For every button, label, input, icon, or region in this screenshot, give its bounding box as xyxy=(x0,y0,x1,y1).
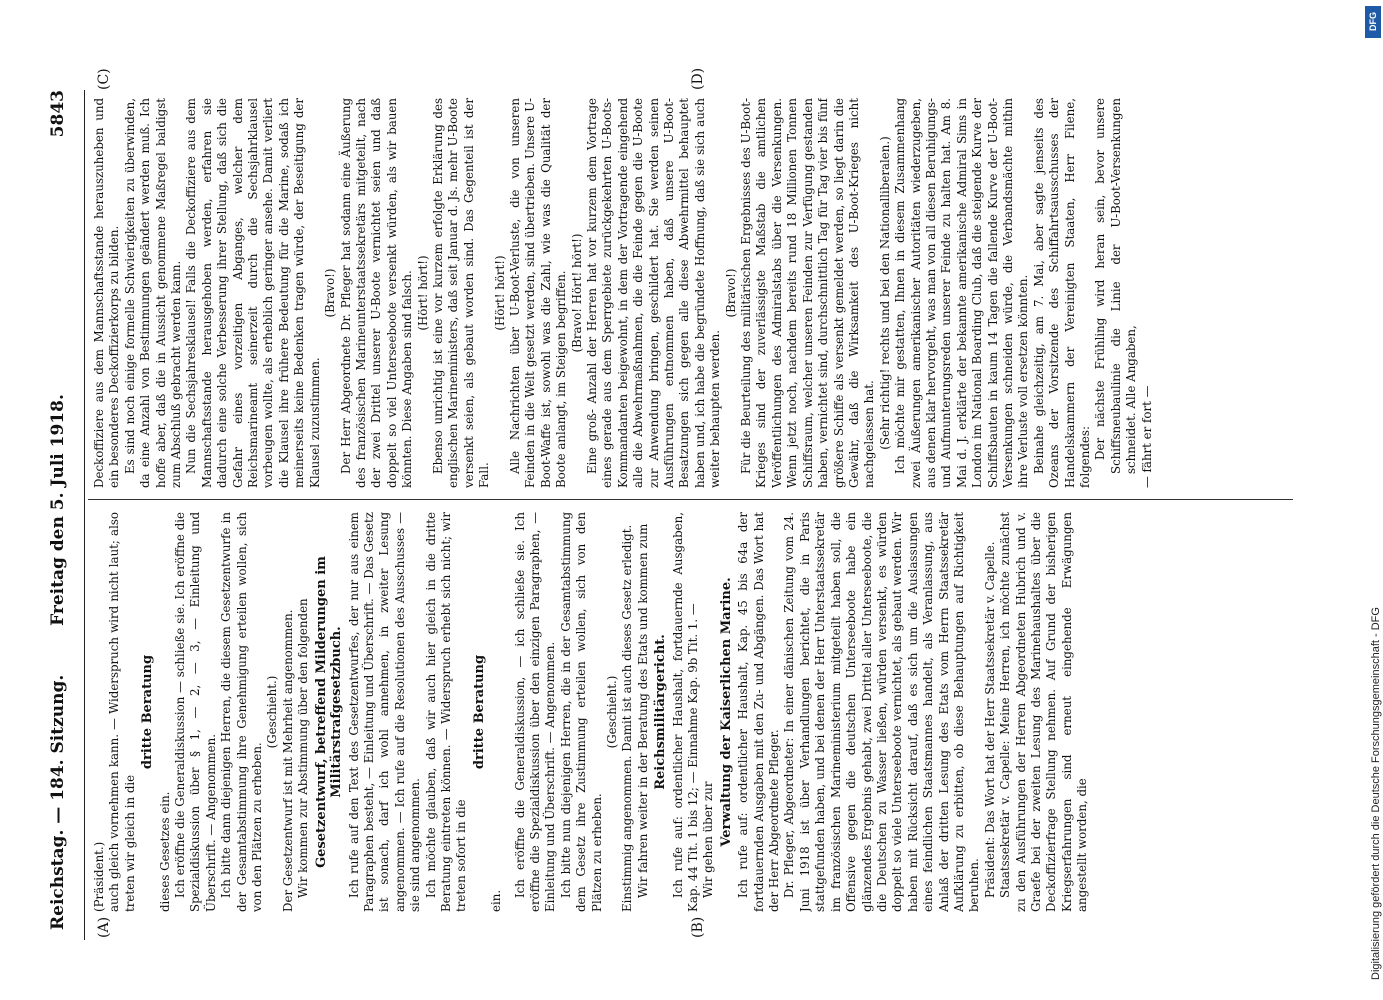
paragraph: Ich möchte mir gestatten, Ihnen in diesem Zusammenhang zwei Äußerungen amerikanischer Autoritäten wiederzugeben, aus denen klar hervorgeht, was man von all diesen Beruhigungs- und Aufmunterungsreden unserer Feinde zu halten hat. Am 8. Mai d. J. erklärte der bekannte amerikanische Admiral Sims in London im National Boarding Club, daß die steigende Kurve der Schiffsbauten in kaum 14 Tagen die fallende Kurve der U-Boot-Versenkungen schneiden würde, die Verbandsmächte mithin ihre Verluste voll ersetzen könnten. xyxy=(893,98,1031,488)
paragraph: Alle Nachrichten über U-Boot-Verluste, die von unseren Feinden in die Welt gesetzt werden, sind übertrieben. Unsere U-Boot-Waffe ist, sowohl was die Zahl, wie was die Qualität der Boote anlangt, im Steigen begriffen. xyxy=(507,98,569,488)
paragraph: Wir fahren weiter in der Beratung des Etats und kommen zum xyxy=(635,523,650,898)
remark: (Bravo!) xyxy=(323,268,338,318)
column-divider xyxy=(88,499,1293,500)
quote: Der nächste Frühling wird heran sein, bevor unsere Schiffsneubaulinie die Linie der U-Boot-Versenkungen schneidet. Alle Angaben, xyxy=(1093,98,1139,474)
paragraph: Wir gehen über zur xyxy=(701,781,716,898)
paragraph: Ebenso unrichtig ist eine vor kurzem erfolgte Erklärung des englischen Marineministers, daß seit Januar d. Js. mehr U-Boote versenkt seien, als gebaut worden sind. Das Gegenteil ist der Fall. xyxy=(430,98,492,488)
remark: (Geschieht.) xyxy=(265,675,280,749)
header-left: Reichstag. — 184. Sitzung. xyxy=(48,674,68,930)
paragraph: Nun die Sechsjahresklausel! Falls die Deckoffiziere aus dem Mannschaftsstande herausgehoben werden, erfahren sie dadurch eine solche Verbesserung ihrer Stellung, daß sich die Gefahr eines vorzeitigen Abganges, welcher dem Reichsmarineamt seinerzeit durch die Sechsjahrklausel vorbeugen wollte, als erheblich geringer ansehe. Damit verliert die Klausel ihre frühere Bedeutung für die Marine, sodaß ich meinerseits keine Bedenken tragen würde, der Beseitigung der Klausel zuzustimmen. xyxy=(184,98,322,488)
paragraph: Präsident: Das Wort hat der Herr Staatssekretär v. Capelle. xyxy=(982,541,997,898)
remark: (Hört! hört!) xyxy=(492,255,507,331)
section-heading: Reichsmilitärgericht. xyxy=(653,634,669,790)
paragraph: Dr. Pfleger, Abgeordneter: In einer dänischen Zeitung vom 24. Juni 1918 ist über Verhandlungen berichtet, die in Paris stattgefunden haben, und bei denen der Herr Unterstaatssekretär im französischen Marineministerium mitgeteilt haben soll, die Offensive gegen die deutschen Unterseeboote habe ein glänzendes Ergebnis gehabt, zwei Drittel aller Unterseeboote, die die Deutschen zu Wasser ließen, würden versenkt, es würden doppelt so viele Unterseeboote vernichtet, als gebaut werden. Wir haben mit Rücksicht darauf, daß es sich um die Auslassungen eines feindlichen Staatsmannes handelt, als Veranlassung, aus Anlaß der dritten Lesung des Etats vom Herrn Staatssekretär Aufklärung zu erbitten, ob diese Behauptungen auf Richtigkeit beruhen. xyxy=(782,512,982,912)
paragraph: (Präsident.) xyxy=(92,841,106,912)
paragraph: Wir kommen zur Abstimmung über den folgenden xyxy=(296,598,311,898)
left-column xyxy=(92,512,1297,912)
page-number: 5843 xyxy=(48,90,68,138)
paragraph: Der Gesetzentwurf ist mit Mehrheit angenommen. xyxy=(280,609,295,912)
margin-mark-d: (D) xyxy=(690,67,706,90)
paragraph: Ich eröffne die Generaldiskussion — schließe sie. Ich eröffne die Spezialdiskussion über § 1, — 2, — 3, — Einleitung und Überschrift. — Angenommen. xyxy=(173,512,218,912)
paragraph: Der Herr Abgeordnete Dr. Pfleger hat sodann eine Äußerung des französischen Marineunterstaatssekretärs mitgeteilt, nach der zwei Drittel unserer U-Boote vernichtet seien und daß doppelt so viel Unterseeboote versenkt würden, als wir bauen könnten. Diese Angaben sind falsch. xyxy=(338,98,415,488)
margin-mark-a: (A) xyxy=(96,916,112,938)
paragraph: Ich rufe auf: ordentlicher Haushalt, fortdauernde Ausgaben, Kap. 44 Tit. 1 bis 12; — Einnahme Kap. 9b Tit. 1. — xyxy=(670,512,701,912)
digitization-note: Digitalisierung gefördert durch die Deutsche Forschungsgemeinschaft - DFG xyxy=(1370,607,1382,980)
remark: (Hört! hört!) xyxy=(415,255,430,331)
paragraph: Deckoffiziere aus dem Mannschaftsstande herauszuheben und ein besonderes Deckoffizierkorps zu bilden. xyxy=(92,98,122,488)
paragraph: Ich rufe auf den Text des Gesetzentwurfes, der nur aus einem Paragraphen besteht, — Einleitung und Überschrift. — Das Gesetz ist sonach, darf ich wohl annehmen, in zweiter Lesung angenommen. — Ich rufe auf die Resolutionen des Ausschusses — sie sind angenommen. xyxy=(346,512,423,912)
page-header xyxy=(48,90,78,930)
paragraph: — fährt er fort — xyxy=(1139,385,1154,488)
paragraph: Eine groß- Anzahl der Herren hat vor kurzem dem Vortrage eines gerade aus dem Sperrgebiete zurückgekehrten U-Boots-Kommandanten beigewohnt, in dem der Vortragende eingehend alle die Abwehrmaßnahmen, die die Feinde gegen die U-Boote zur Anwendung bringen, geschildert hat. Sie werden seinen Ausführungen entnommen haben, daß unsere U-Boot-Besatzungen sich gegen alle diese Abwehrmittel behauptet haben und, ich habe die begründete Hoffnung, daß sie sich auch weiter behaupten werden. xyxy=(585,98,723,488)
remark: (Geschieht.) xyxy=(605,675,619,749)
paragraph: auch gleich vornehmen kann. — Widerspruch wird nicht laut; also treten wir gleich in die xyxy=(107,512,137,912)
section-heading: Gesetzentwurf, betreffend Milderungen im Militärstrafgesetzbuch. xyxy=(313,556,345,868)
remark: (Bravo!) xyxy=(723,268,738,318)
remark: (Bravo! Hört! hört!) xyxy=(569,233,584,353)
header-date: Freitag den 5. Juli 1918. xyxy=(48,394,68,626)
paragraph: Es sind noch einige formelle Schwierigkeiten zu überwinden, da eine Anzahl von Bestimmungen geändert werden muß. Ich hoffe aber, daß die in Aussicht genommene Maßregel baldigst zum Abschluß gebracht werden kann. xyxy=(122,98,184,488)
paragraph: dieses Gesetzes ein. xyxy=(157,791,172,912)
section-heading: dritte Beratung xyxy=(471,654,487,770)
paragraph: Für die Beurteilung des militärischen Ergebnisses des U-Boot-Krieges sind der zuverlässigste Maßstab die amtlichen Veröffentlichungen des Admiralstabs über die Versenkungen. Wenn jetzt noch, nachdem bereits rund 18 Millionen Tonnen Schiffsraum, welcher unseren Feinden zur Verfügung gestanden haben, vernichtet sind, durchschnittlich Tag für Tag vier bis fünf größere Schiffe als versenkt gemeldet werden, so liegt darin die Gewähr, daß die Wirksamkeit des U-Boot-Krieges nicht nachgelassen hat. xyxy=(739,98,877,488)
section-heading: dritte Beratung xyxy=(140,654,156,770)
paragraph: Ich rufe auf: ordentlicher Haushalt, Kap. 45 bis 64a der fortdauernden Ausgaben mit den Zu- und Abgängen. Das Wort hat der Herr Abgeordnete Pfleger. xyxy=(736,512,782,912)
paragraph: ein. xyxy=(489,889,504,912)
paragraph: Ich eröffne die Generaldiskussion, — ich schließe sie. Ich eröffne die Spezialdiskussion über den einzigen Paragraphen, — Einleitung und Überschrift. — Angenommen. xyxy=(512,512,558,912)
margin-mark-c: (C) xyxy=(96,68,112,90)
margin-mark-b: (B) xyxy=(690,916,706,938)
paragraph: Einstimmig angenommen. Damit ist auch dieses Gesetz erledigt. xyxy=(620,524,635,912)
paragraph: Ich bitte dann diejenigen Herren, die diesem Gesetzentwurfe in der Gesamtabstimmung ihre Genehmigung erteilen wollen, sich von den Plätzen zu erheben. xyxy=(219,512,265,912)
paragraph: Ich möchte glauben, daß wir auch hier gleich in die dritte Beratung eintreten können. — Widerspruch erhebt sich nicht; wir treten sofort in die xyxy=(423,512,469,912)
paragraph: Ich bitte nun diejenigen Herren, die in der Gesamtabstimmung dem Gesetz ihre Zustimmung erteilen wollen, sich von den Plätzen zu erheben. xyxy=(558,512,604,912)
section-heading: Verwaltung der Kaiserlichen Marine. xyxy=(718,577,734,847)
paragraph: Staatssekretär v. Capelle: Meine Herren, ich möchte zunächst zu den Ausführungen der Herren Abgeordneten Hubrich und v. Graefe bei der zweiten Lesung des Marinehaushaltes über die Deckoffizierfrage Stellung nehmen. Auf Grund der bisherigen Kriegserfahrungen sind erneut eingehende Erwägungen angestellt worden, die xyxy=(998,512,1090,912)
dfg-logo: DFG xyxy=(1365,6,1381,38)
header-rule xyxy=(84,90,85,940)
remark: (Sehr richtig! rechts und bei den Nationalliberalen.) xyxy=(877,136,892,450)
paragraph: Beinahe gleichzeitig, am 7. Mai, aber sagte jenseits des Ozeans der Vorsitzende des Schiffahrtsausschusses der Handelskammern der Vereinigten Staaten, Herr Filene, folgendes: xyxy=(1031,98,1092,488)
right-column xyxy=(92,98,1297,488)
